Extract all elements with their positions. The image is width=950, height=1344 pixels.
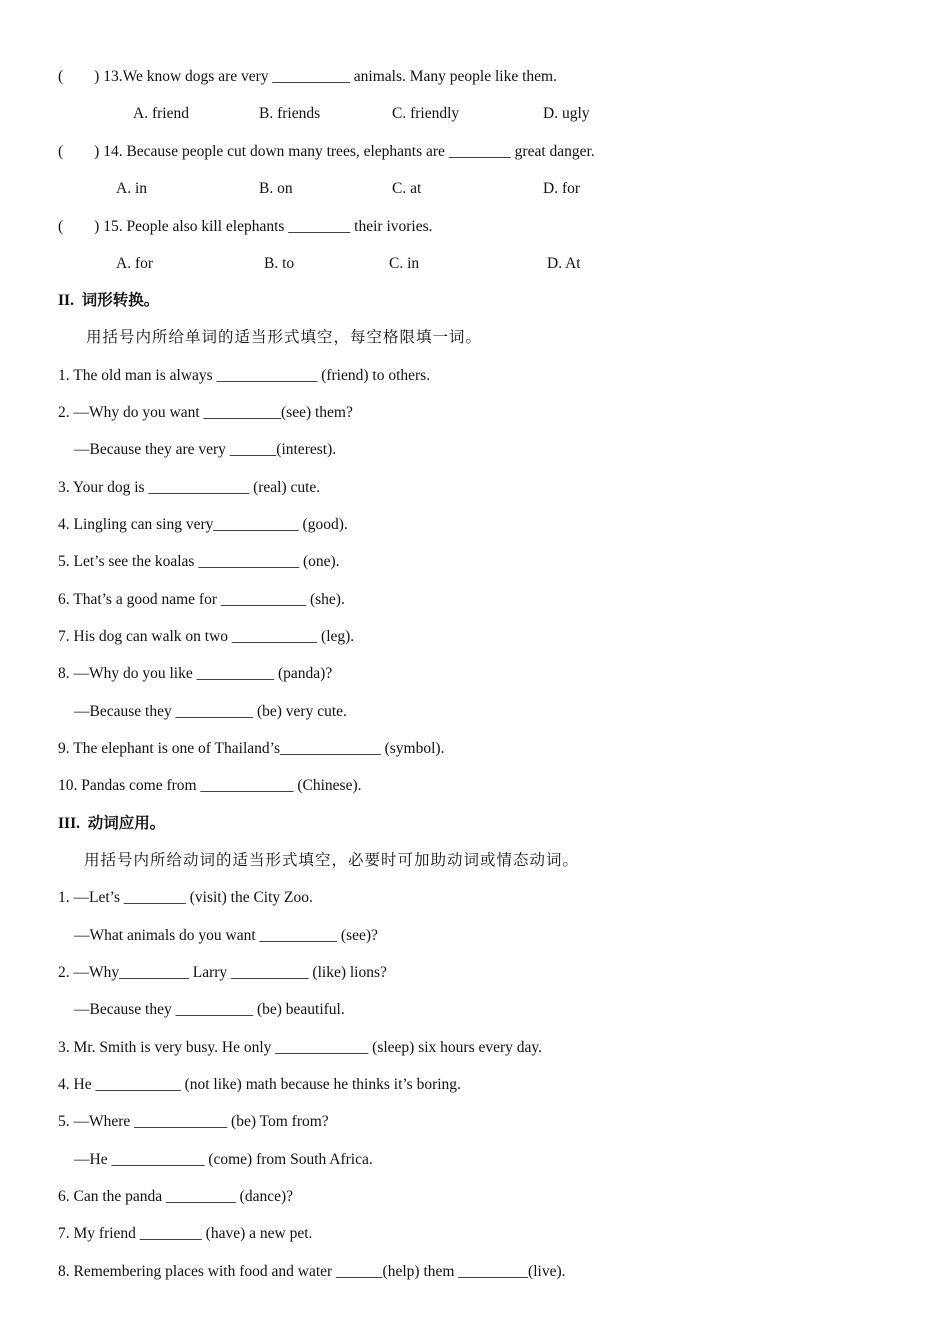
section-2-instruction: 用括号内所给单词的适当形式填空，每空格限填一词。 (86, 329, 483, 346)
section-3-item-5: 5. —Where ____________ (be) Tom from? (58, 1113, 329, 1130)
section-2-item-2: 2. —Why do you want __________(see) them? (58, 404, 353, 421)
option-15-d: D. At (547, 255, 581, 272)
section-2-item-3: 3. Your dog is _____________ (real) cute. (58, 479, 321, 496)
section-2-item-6: 6. That’s a good name for ___________ (she). (58, 591, 345, 608)
option-15-c: C. in (389, 255, 420, 272)
option-14-b: B. on (259, 180, 293, 197)
section-2-heading: II. 词形转换。 (58, 292, 160, 309)
section-2-item-4: 4. Lingling can sing very___________ (good). (58, 516, 348, 533)
section-2-item-10: 10. Pandas come from ____________ (Chinese). (58, 777, 362, 794)
section-3-heading: III. 动词应用。 (58, 815, 166, 832)
option-13-c: C. friendly (392, 105, 460, 122)
section-3-item-1: 1. —Let’s ________ (visit) the City Zoo. (58, 889, 313, 906)
section-3-item-7: 7. My friend ________ (have) a new pet. (58, 1225, 313, 1242)
section-3-item-1-answer: —What animals do you want __________ (see)? (74, 927, 378, 944)
section-3-item-5-answer: —He ____________ (come) from South Africa. (74, 1151, 373, 1168)
section-2-item-7: 7. His dog can walk on two ___________ (leg). (58, 628, 355, 645)
question-15: ( ) 15. People also kill elephants ________ their ivories. (58, 218, 433, 235)
question-13: ( ) 13.We know dogs are very __________ animals. Many people like them. (58, 68, 557, 85)
section-3-item-4: 4. He ___________ (not like) math because he thinks it’s boring. (58, 1076, 461, 1093)
option-13-a: A. friend (133, 105, 189, 122)
option-13-b: B. friends (259, 105, 321, 122)
option-14-c: C. at (392, 180, 422, 197)
section-2-item-5: 5. Let’s see the koalas _____________ (one). (58, 553, 340, 570)
section-2-item-1: 1. The old man is always _____________ (friend) to others. (58, 367, 431, 384)
section-2-item-8: 8. —Why do you like __________ (panda)? (58, 665, 333, 682)
section-3-item-2-answer: —Because they __________ (be) beautiful. (74, 1001, 345, 1018)
section-2-item-2-answer: —Because they are very ______(interest). (74, 441, 337, 458)
section-3-instruction: 用括号内所给动词的适当形式填空，必要时可加助动词或情态动词。 (84, 852, 580, 869)
option-15-a: A. for (116, 255, 154, 272)
section-3-item-6: 6. Can the panda _________ (dance)? (58, 1188, 294, 1205)
option-15-b: B. to (264, 255, 295, 272)
section-3-item-8: 8. Remembering places with food and water ______(help) them _________(live). (58, 1263, 566, 1280)
section-3-item-2: 2. —Why_________ Larry __________ (like) lions? (58, 964, 387, 981)
option-13-d: D. ugly (543, 105, 590, 122)
section-2-item-9: 9. The elephant is one of Thailand’s_____________ (symbol). (58, 740, 445, 757)
option-14-a: A. in (116, 180, 147, 197)
option-14-d: D. for (543, 180, 581, 197)
section-3-item-3: 3. Mr. Smith is very busy. He only ____________ (sleep) six hours every day. (58, 1039, 543, 1056)
question-14: ( ) 14. Because people cut down many trees, elephants are ________ great danger. (58, 143, 595, 160)
section-2-item-8-answer: —Because they __________ (be) very cute. (74, 703, 347, 720)
